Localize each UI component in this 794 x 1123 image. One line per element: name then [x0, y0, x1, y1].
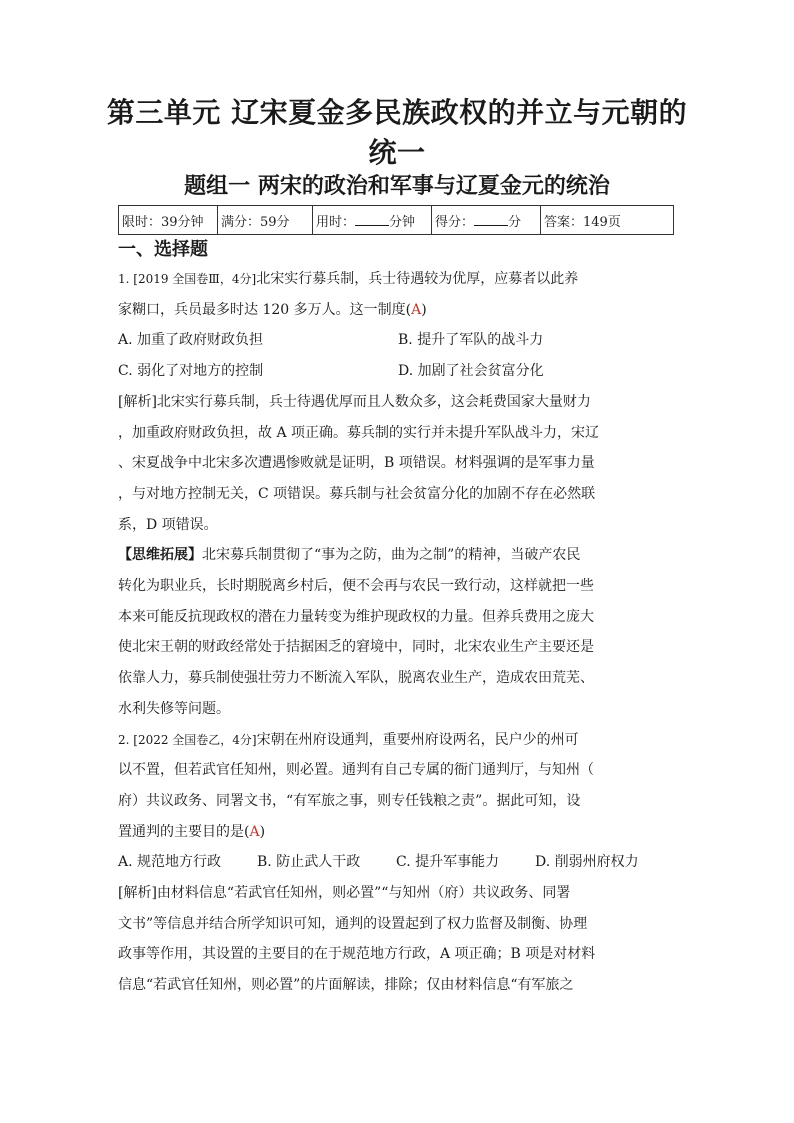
q2-options-row	[118, 847, 674, 878]
q1-source: 1. [2019 全国卷Ⅲ，4分]	[118, 272, 257, 286]
q2-option-d: D. 削弱州府权力	[535, 854, 639, 871]
q1-analysis-line: 、宋夏战争中北宋多次遭遇惨败就是证明，B 项错误。材料强调的是军事力量	[118, 455, 595, 472]
full-score-cell: 满分：59分	[218, 206, 313, 235]
q1-stem-text: 北宋实行募兵制，兵士待遇较为优厚，应募者以此养	[256, 271, 579, 287]
q1-options-row	[118, 356, 674, 387]
q2-option-b: B. 防止武人干政	[257, 854, 361, 871]
q2-stem-line	[118, 725, 674, 756]
q2-option-a: A. 规范地方行政	[118, 854, 222, 871]
q1-expand-line: 使北宋王朝的财政经常处于拮据困乏的窘境中，同时，北宋农业生产主要还是	[118, 639, 594, 656]
q2-stem-line	[118, 817, 674, 848]
q2-stem-text: 宋朝在州府设通判，重要州府设两名，民户少的州可	[256, 731, 579, 748]
q1-stem-text: 家糊口，兵员最多时达 120 多万人。这一制度(	[118, 301, 412, 318]
answer-page-cell: 答案：149页	[541, 206, 674, 235]
q2-stem-line: 府）共议政务、同署文书，“有军旅之事，则专任钱粮之责”。据此可知，设	[118, 792, 581, 809]
q2-source: 2. [2022 全国卷乙，4分]	[118, 732, 257, 747]
time-limit-cell: 限时：39分钟	[119, 206, 218, 235]
q1-expand-line: 本来可能反抗现政权的潜在力量转变为维护现政权的力量。但养兵费用之庞大	[118, 608, 594, 625]
q1-expand-line: 依靠人力，募兵制使强壮劳力不断流入军队，脱离农业生产，造成农田荒芜、	[118, 670, 594, 687]
content-body	[118, 264, 674, 1001]
q2-option-c: C. 提升军事能力	[396, 854, 500, 871]
q1-answer: A	[411, 301, 422, 318]
q1-stem-close: )	[421, 301, 427, 318]
score-label: 得分：	[435, 214, 475, 230]
q1-analysis-line: 系，D 项错误。	[118, 516, 218, 533]
q1-options-row	[118, 325, 674, 356]
q1-expand-line: 水利失修等问题。	[118, 700, 230, 717]
q1-option-b: B. 提升了军队的战斗力	[398, 332, 544, 349]
score-blank	[474, 213, 508, 226]
section-title: 一、选择题	[118, 239, 208, 260]
score-cell	[432, 206, 541, 235]
q2-answer: A	[249, 823, 260, 840]
q2-analysis-line: 信息“若武官任知州，则必置”的片面解读，排除；仅由材料信息“有军旅之	[118, 977, 574, 994]
q2-stem-text: 置通判的主要目的是(	[118, 823, 250, 840]
q1-expand-line: 转化为职业兵，长时期脱离乡村后，便不会再与农民一致行动，这样就把一些	[118, 578, 594, 595]
q1-option-a: A. 加重了政府财政负担	[118, 332, 264, 349]
score-unit: 分	[508, 214, 522, 230]
info-row	[119, 206, 674, 235]
page-title: 第三单元 辽宋夏金多民族政权的并立与元朝的	[106, 96, 688, 129]
q1-stem-line	[118, 264, 674, 295]
q1-analysis-line: ，与对地方控制无关，C 项错误。募兵制与社会贫富分化的加剧不存在必然联	[118, 485, 596, 502]
time-used-cell	[313, 206, 432, 235]
expand-text: 北宋募兵制贯彻了“事为之防，曲为之制”的精神，当破产农民	[202, 547, 581, 564]
q1-option-c: C. 弱化了对地方的控制	[118, 363, 264, 380]
page-title-line2: 统一	[368, 136, 426, 169]
q2-analysis-line: [解析]由材料信息“若武官任知州，则必置”“与知州（府）共议政务、同署	[118, 885, 571, 902]
q1-stem-line	[118, 295, 674, 326]
time-used-unit: 分钟	[389, 214, 416, 230]
group-subtitle: 题组一 两宋的政治和军事与辽夏金元的统治	[184, 174, 610, 199]
q2-stem-close: )	[259, 823, 266, 840]
q1-analysis-line: [解析]北宋实行募兵制，兵士待遇优厚而且人数众多，这会耗费国家大量财力	[118, 393, 591, 410]
q1-expand-line	[118, 540, 674, 571]
time-used-blank	[355, 213, 389, 226]
time-used-label: 用时：	[316, 214, 356, 230]
q1-option-d: D. 加剧了社会贫富分化	[398, 363, 544, 380]
expand-label: 【思维拓展】	[118, 547, 202, 564]
q2-analysis-line: 文书”等信息并结合所学知识可知，通判的设置起到了权力监督及制衡、协理	[118, 915, 588, 932]
q1-analysis-line: ，加重政府财政负担，故 A 项正确。募兵制的实行并未提升军队战斗力，宋辽	[118, 424, 600, 441]
info-table	[118, 205, 674, 235]
q2-stem-line: 以不置，但若武官任知州，则必置。通判有自己专属的衙门通判厅，与知州（	[118, 762, 594, 779]
q2-analysis-line: 政事等作用，其设置的主要目的在于规范地方行政，A 项正确；B 项是对材料	[118, 946, 596, 963]
